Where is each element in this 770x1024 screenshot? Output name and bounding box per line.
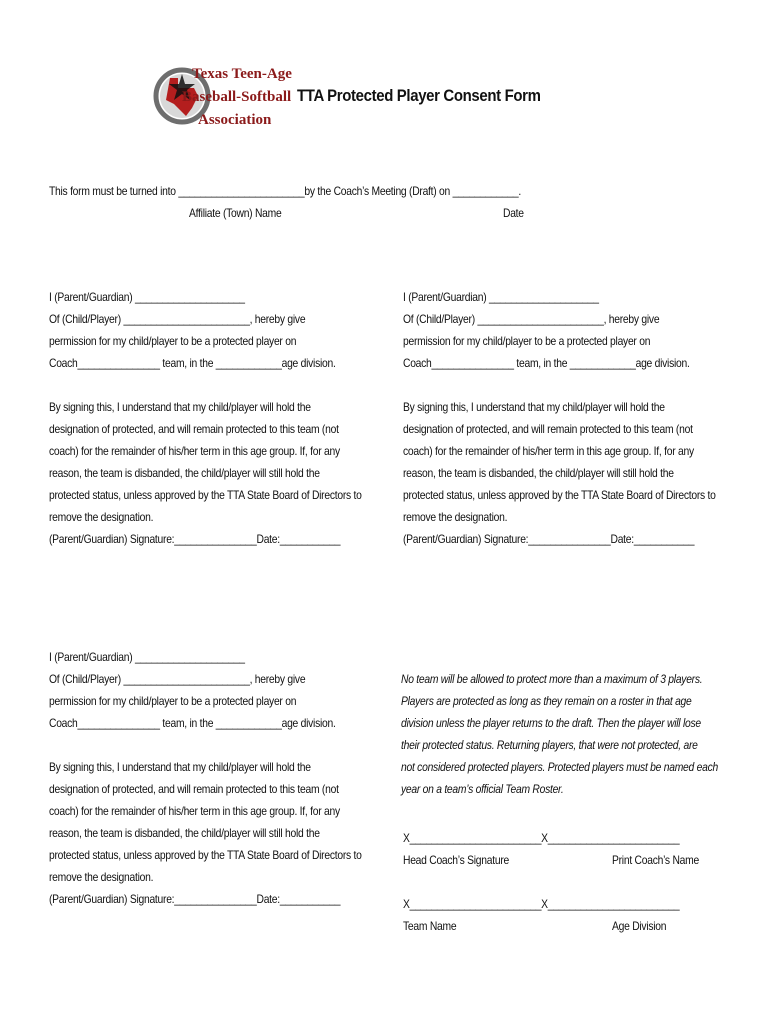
coach-line: Coach_______________ team, in the ____________age division. bbox=[49, 356, 336, 370]
para-line: reason, the team is disbanded, the child/player will still hold the bbox=[403, 466, 674, 480]
para-line: coach) for the remainder of his/her term in this age group. If, for any bbox=[49, 444, 340, 458]
note-line: Players are protected as long as they remain on a roster in that age bbox=[401, 694, 692, 708]
team-signature-line[interactable]: X________________________X________________________ bbox=[403, 897, 680, 911]
form-title: TTA Protected Player Consent Form bbox=[297, 86, 541, 105]
parent-line: I (Parent/Guardian) ____________________ bbox=[49, 650, 245, 664]
para-line: remove the designation. bbox=[49, 510, 154, 524]
coach-line: Coach_______________ team, in the ____________age division. bbox=[49, 716, 336, 730]
para-line: reason, the team is disbanded, the child/player will still hold the bbox=[49, 826, 320, 840]
para-line: protected status, unless approved by the TTA State Board of Directors to bbox=[403, 488, 716, 502]
parent-line: I (Parent/Guardian) ____________________ bbox=[49, 290, 245, 304]
para-line: protected status, unless approved by the TTA State Board of Directors to bbox=[49, 488, 362, 502]
permission-line: permission for my child/player to be a protected player on bbox=[49, 334, 297, 348]
para-line: designation of protected, and will remain protected to this team (not bbox=[403, 422, 693, 436]
para-line: By signing this, I understand that my child/player will hold the bbox=[49, 400, 311, 414]
para-line: designation of protected, and will remain protected to this team (not bbox=[49, 782, 339, 796]
logo-line3: Association bbox=[198, 112, 272, 128]
permission-line: permission for my child/player to be a protected player on bbox=[403, 334, 651, 348]
consent-block-3 bbox=[49, 646, 389, 910]
para-line: By signing this, I understand that my child/player will hold the bbox=[49, 760, 311, 774]
age-division-label: Age Division bbox=[612, 919, 667, 933]
child-line: Of (Child/Player) _______________________, hereby give bbox=[49, 672, 306, 686]
head-coach-signature-label: Head Coach’s Signature bbox=[403, 853, 510, 867]
date-label: Date bbox=[503, 206, 524, 220]
logo-line2: Baseball-Softball bbox=[182, 89, 292, 105]
signature-line[interactable]: (Parent/Guardian) Signature:_______________Date:___________ bbox=[403, 532, 695, 546]
consent-block-2 bbox=[403, 286, 743, 550]
parent-line: I (Parent/Guardian) ____________________ bbox=[403, 290, 599, 304]
rules-note bbox=[401, 668, 741, 800]
team-name-label: Team Name bbox=[403, 919, 457, 933]
print-coach-name-label: Print Coach’s Name bbox=[612, 853, 699, 867]
note-line: year on a team’s official Team Roster. bbox=[401, 782, 564, 796]
affiliate-label: Affiliate (Town) Name bbox=[189, 206, 282, 220]
note-line: division unless the player returns to the draft. Then the player will lose bbox=[401, 716, 701, 730]
para-line: designation of protected, and will remain protected to this team (not bbox=[49, 422, 339, 436]
consent-block-1 bbox=[49, 286, 389, 550]
signature-line[interactable]: (Parent/Guardian) Signature:_______________Date:___________ bbox=[49, 532, 341, 546]
para-line: remove the designation. bbox=[403, 510, 508, 524]
para-line: remove the designation. bbox=[49, 870, 154, 884]
para-line: reason, the team is disbanded, the child/player will still hold the bbox=[49, 466, 320, 480]
signature-line[interactable]: (Parent/Guardian) Signature:_______________Date:___________ bbox=[49, 892, 341, 906]
para-line: protected status, unless approved by the TTA State Board of Directors to bbox=[49, 848, 362, 862]
para-line: coach) for the remainder of his/her term in this age group. If, for any bbox=[49, 804, 340, 818]
child-line: Of (Child/Player) _______________________, hereby give bbox=[49, 312, 306, 326]
intro-line: This form must be turned into _______________________by the Coach’s Meeting (Draft) on ____________. bbox=[49, 184, 522, 198]
child-line: Of (Child/Player) _______________________, hereby give bbox=[403, 312, 660, 326]
coach-signature-line[interactable]: X________________________X________________________ bbox=[403, 831, 680, 845]
note-line: not considered protected players. Protected players must be named each bbox=[401, 760, 718, 774]
note-line: their protected status. Returning players, that were not protected, are bbox=[401, 738, 698, 752]
coach-line: Coach_______________ team, in the ____________age division. bbox=[403, 356, 690, 370]
tta-logo bbox=[152, 58, 292, 134]
para-line: coach) for the remainder of his/her term in this age group. If, for any bbox=[403, 444, 694, 458]
permission-line: permission for my child/player to be a protected player on bbox=[49, 694, 297, 708]
para-line: By signing this, I understand that my child/player will hold the bbox=[403, 400, 665, 414]
logo-line1: Texas Teen-Age bbox=[192, 66, 292, 82]
note-line: No team will be allowed to protect more than a maximum of 3 players. bbox=[401, 672, 703, 686]
